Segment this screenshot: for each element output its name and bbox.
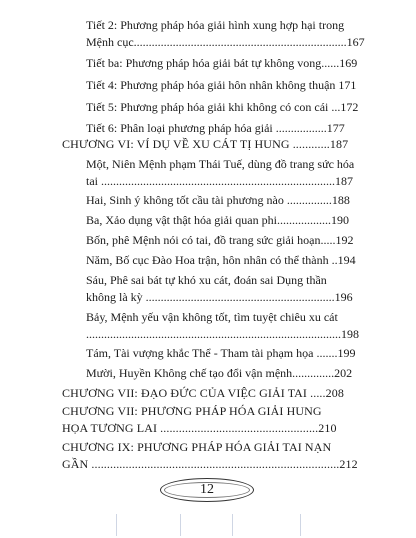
toc-entry [86,121,345,136]
toc-entry [86,233,353,248]
scan-edge-mark [232,514,233,536]
toc-line: Mười, Huyền Không chế tạo đổi vận mệnh..............202 [86,366,353,380]
toc-entry [86,346,355,361]
toc-line: CHƯƠNG IX: PHƯƠNG PHÁP HÓA GIẢI TAI NẠN [62,440,332,454]
toc-line: Mệnh cục.......................................................................167 [86,35,365,49]
toc-line: CHƯƠNG VI: VÍ DỤ VỀ XU CÁT TỊ HUNG ............187 [62,137,349,151]
toc-entry [86,213,349,228]
page-number: 12 [200,482,214,497]
toc-entry [86,193,350,208]
toc-entry [86,18,365,50]
toc-line: Sáu, Phê sai bát tự khó xu cát, đoán sai Dụng thần [86,273,327,287]
toc-line: Tiết 5: Phương pháp hóa giải khi không có con cái ...172 [86,100,359,114]
toc-entry [86,366,352,381]
toc-line: Hai, Sinh ý không tốt cầu tài phương nào ...............188 [86,193,350,207]
page-number-badge [160,478,254,502]
toc-line: không là kỳ ...............................................................196 [86,290,353,304]
toc-line: Bảy, Mệnh yếu vận không tốt, tìm tuyệt chiêu xu cát [86,310,338,324]
toc-entry [86,157,354,189]
scan-edge-mark [180,514,181,536]
toc-line: Tám, Tài vượng khắc Thể - Tham tài phạm họa .......199 [86,346,356,360]
toc-line: Tiết 4: Phương pháp hóa giải hôn nhân không thuận 171 [86,78,357,92]
toc-chapter [62,440,358,472]
toc-entry [86,100,358,115]
toc-line: tai ..............................................................................187 [86,174,353,188]
scan-edge-mark [116,514,117,536]
toc-entry [86,56,357,71]
toc-line: HỌA TƯƠNG LAI ...................................................210 [62,421,337,435]
toc-line: Một, Niên Mệnh phạm Thái Tuế, dùng đồ trang sức hóa [86,157,355,171]
toc-line: CHƯƠNG VII: PHƯƠNG PHÁP HÓA GIẢI HUNG [62,404,322,418]
toc-entry [86,78,356,93]
toc-line: Năm, Bố cục Đào Hoa trận, hôn nhân có thể thành ..194 [86,253,356,267]
toc-line: CHƯƠNG VII: ĐẠO ĐỨC CỦA VIỆC GIẢI TAI .....208 [62,386,344,400]
toc-chapter [62,386,344,401]
toc-line: Bốn, phê Mệnh nói có tai, đồ trang sức giải hoạn.....192 [86,233,354,247]
toc-line: Tiết 2: Phương pháp hóa giải hình xung hợp hại trong [86,18,345,32]
toc-entry [86,253,356,268]
toc-entry [86,273,353,305]
toc-chapter [62,404,337,436]
toc-line: GẦN ................................................................................212 [62,457,358,471]
toc-entry [86,310,359,342]
scan-edge-mark [300,514,301,536]
toc-line: Tiết ba: Phương pháp hóa giải bát tự không vong......169 [86,56,358,70]
toc-line: Ba, Xảo dụng vật thật hóa giải quan phi..................190 [86,213,349,227]
toc-line: .....................................................................................198 [86,327,359,341]
toc-line: Tiết 6: Phân loại phương pháp hóa giải .................177 [86,121,345,135]
toc-chapter [62,137,348,152]
